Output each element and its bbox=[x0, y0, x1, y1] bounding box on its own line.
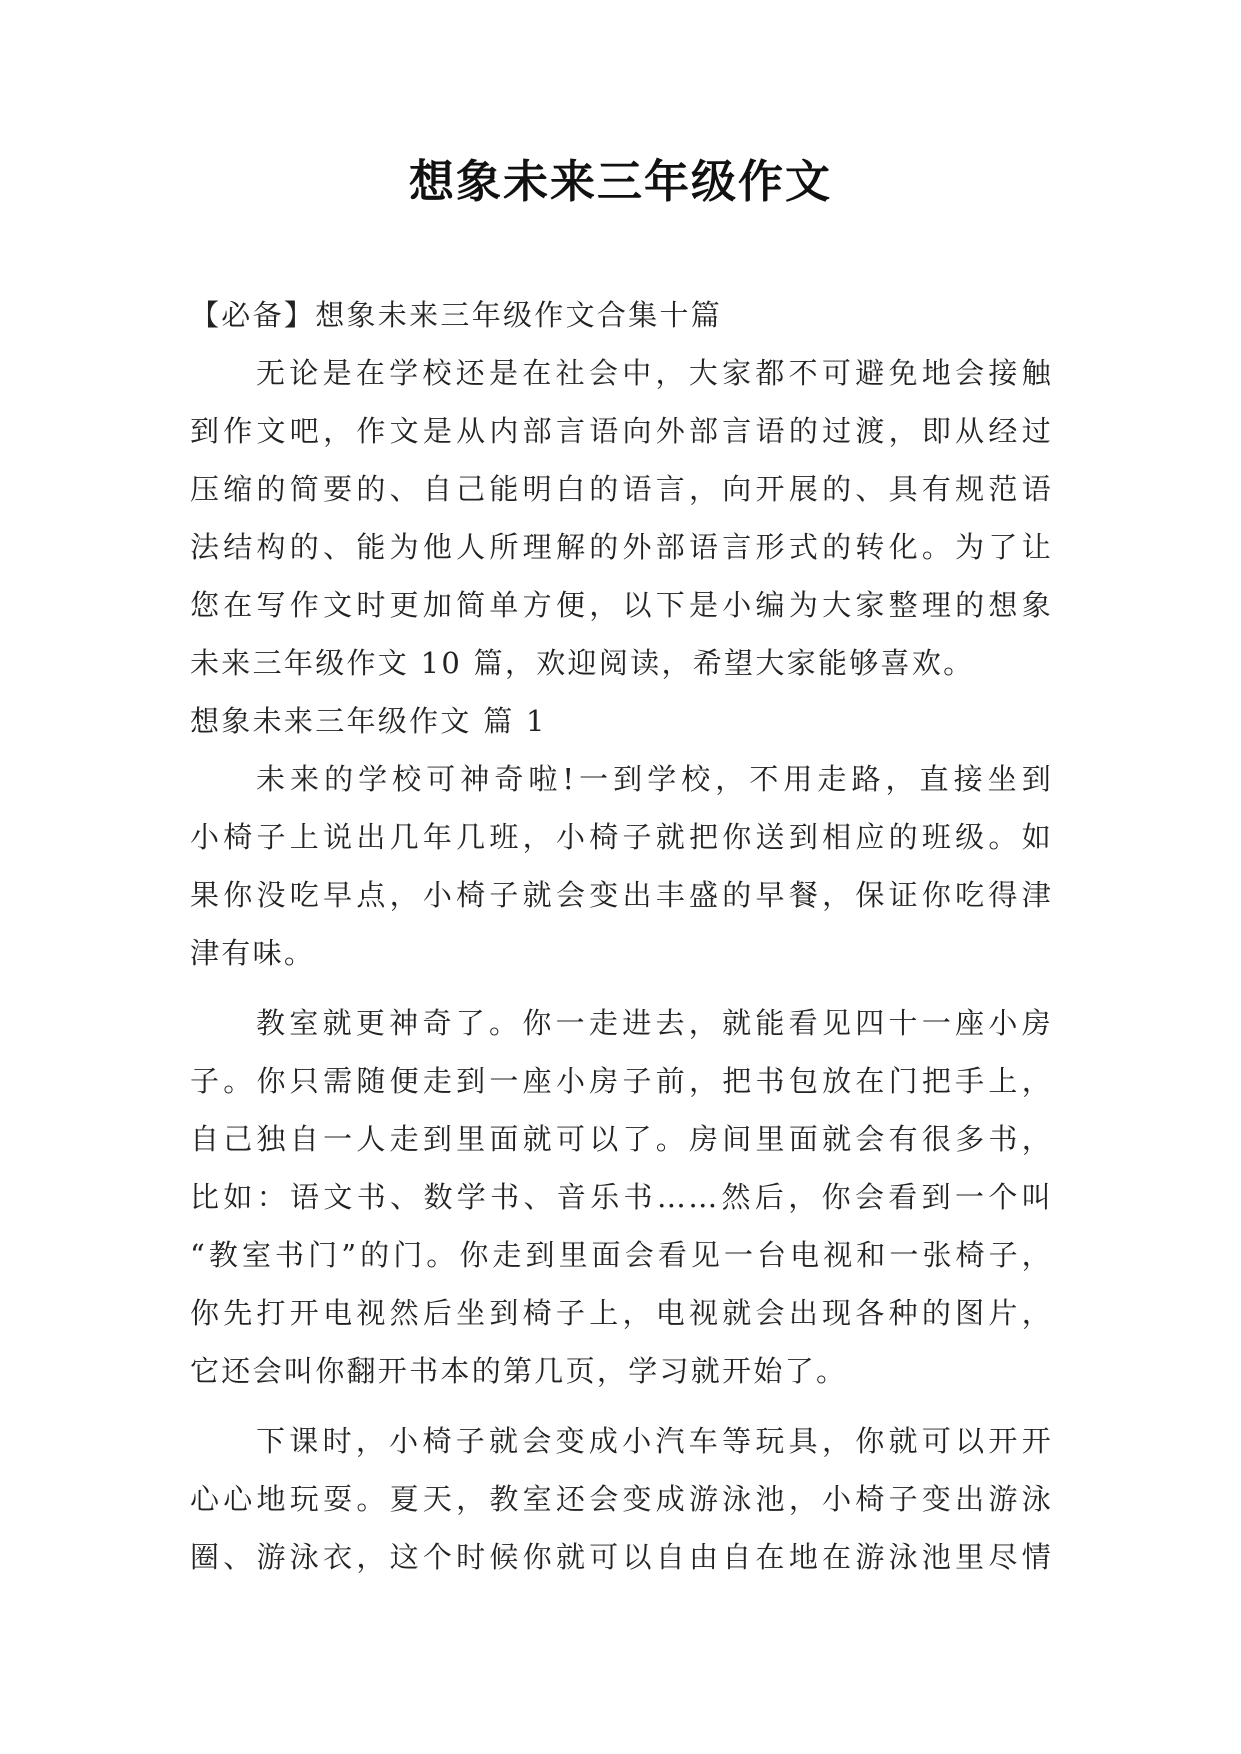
intro-line: 无论是在学校还是在社会中，大家都不可避免地会接触 bbox=[256, 356, 1053, 390]
intro-line: 您在写作文时更加简单方便，以下是小编为大家整理的想象 bbox=[190, 588, 1053, 622]
intro-line: 到作文吧，作文是从内部言语向外部言语的过渡，即从经过 bbox=[190, 414, 1053, 448]
paragraph-line: 你先打开电视然后坐到椅子上，电视就会出现各种的图片， bbox=[190, 1296, 1053, 1330]
paragraph-line: 圈、游泳衣，这个时候你就可以自由自在地在游泳池里尽情 bbox=[190, 1540, 1053, 1574]
paragraph-line: 津有味。 bbox=[190, 936, 316, 970]
paragraph-line: 教室就更神奇了。你一走进去，就能看见四十一座小房 bbox=[256, 1006, 1053, 1040]
document-title: 想象未来三年级作文 bbox=[408, 155, 832, 208]
paragraph-line: 下课时，小椅子就会变成小汽车等玩具，你就可以开开 bbox=[256, 1424, 1053, 1458]
paragraph-line: 它还会叫你翻开书本的第几页，学习就开始了。 bbox=[190, 1354, 848, 1388]
paragraph-line: “教室书门”的门。你走到里面会看见一台电视和一张椅子， bbox=[190, 1238, 1053, 1272]
paragraph-line: 果你没吃早点，小椅子就会变出丰盛的早餐，保证你吃得津 bbox=[190, 878, 1053, 912]
document-body bbox=[190, 286, 1053, 1586]
paragraph-line: 小椅子上说出几年几班，小椅子就把你送到相应的班级。如 bbox=[190, 820, 1053, 854]
intro-line: 未来三年级作文 10 篇，欢迎阅读，希望大家能够喜欢。 bbox=[190, 646, 975, 680]
intro-line: 压缩的简要的、自己能明白的语言，向开展的、具有规范语 bbox=[190, 472, 1053, 506]
paragraph-line: 未来的学校可神奇啦!一到学校，不用走路，直接坐到 bbox=[256, 762, 1053, 796]
paragraph-line: 子。你只需随便走到一座小房子前，把书包放在门把手上， bbox=[190, 1064, 1053, 1098]
paragraph-line: 心心地玩耍。夏天，教室还会变成游泳池，小椅子变出游泳 bbox=[190, 1482, 1053, 1516]
subtitle-line: 【必备】想象未来三年级作文合集十篇 bbox=[190, 298, 723, 332]
intro-line: 法结构的、能为他人所理解的外部语言形式的转化。为了让 bbox=[190, 530, 1053, 564]
section-heading: 想象未来三年级作文 篇 1 bbox=[190, 704, 547, 738]
paragraph-line: 自己独自一人走到里面就可以了。房间里面就会有很多书， bbox=[190, 1122, 1053, 1156]
paragraph-line: 比如：语文书、数学书、音乐书……然后，你会看到一个叫 bbox=[190, 1180, 1053, 1214]
